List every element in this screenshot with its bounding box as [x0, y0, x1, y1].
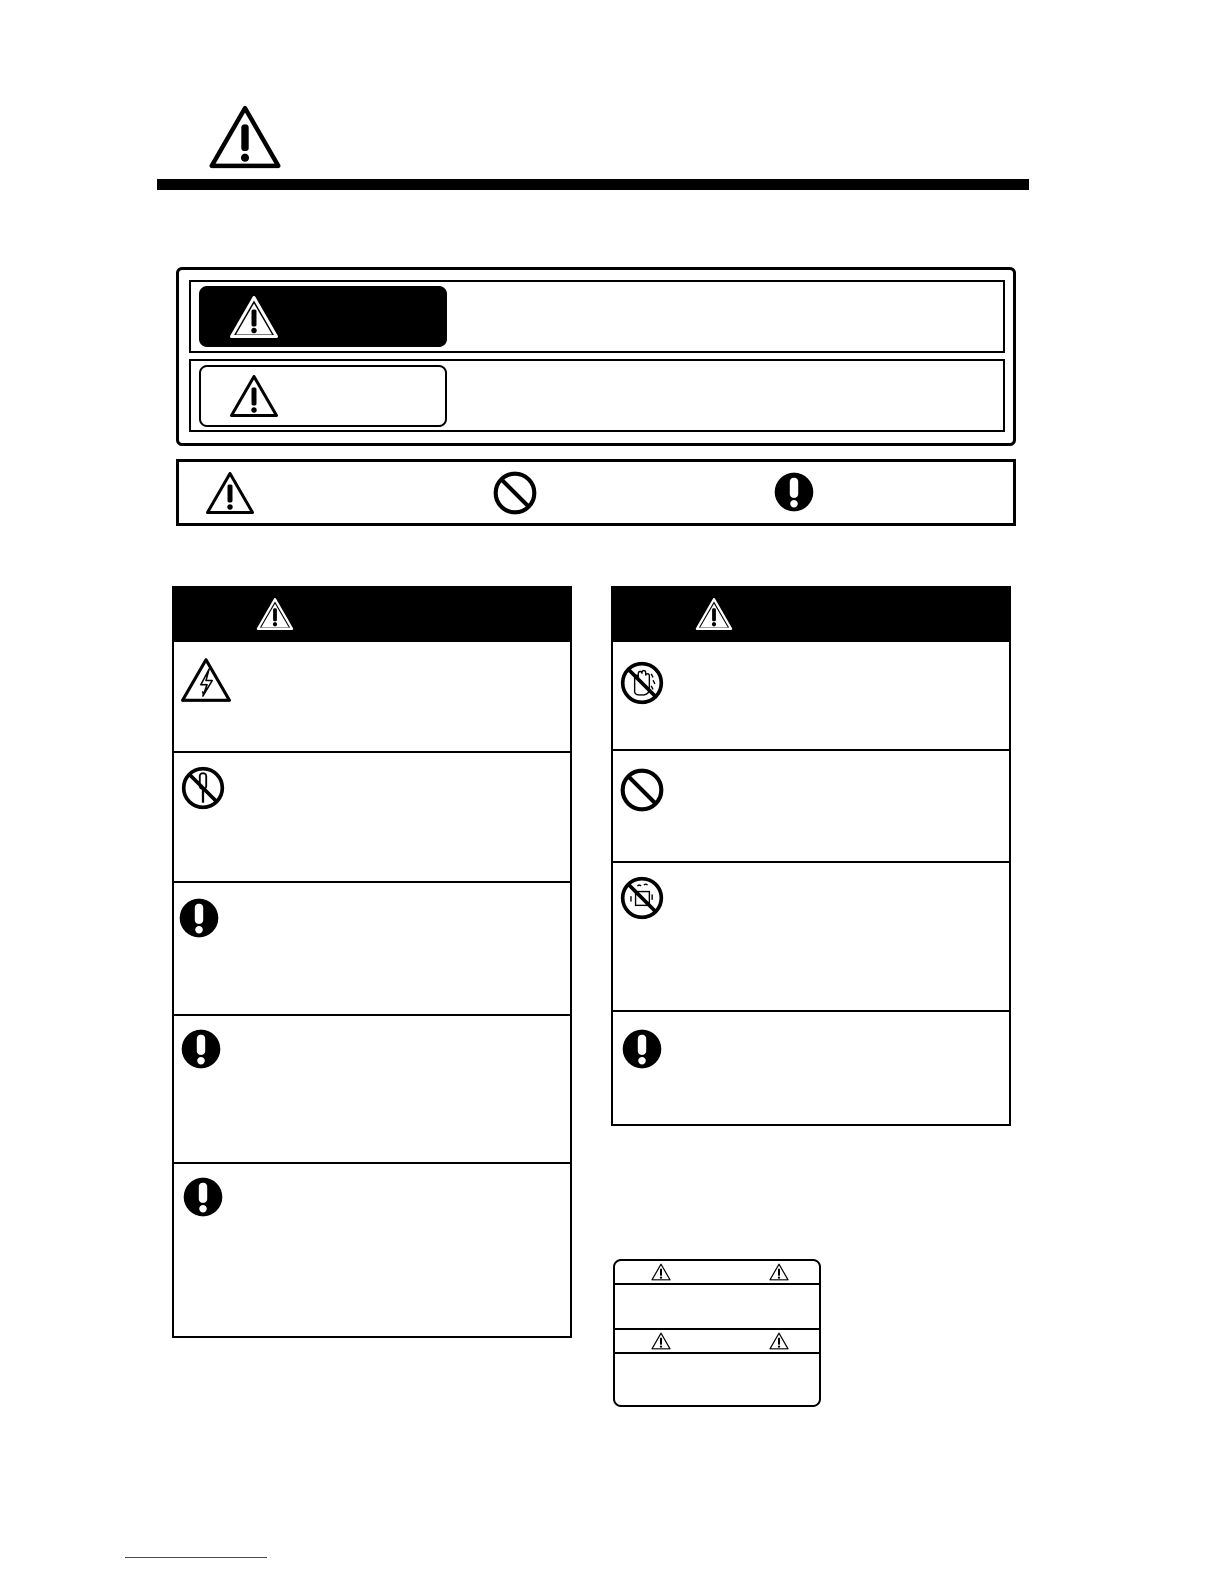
electric-shock-icon: [180, 656, 232, 704]
warning-triangle-icon: [769, 1332, 789, 1350]
warning-triangle-icon: [229, 294, 279, 340]
equipment-warning-label: [613, 1259, 821, 1407]
caution-triangle-icon: [205, 470, 255, 516]
prohibition-circle-icon: [619, 767, 665, 813]
no-disassembly-icon: [180, 765, 226, 811]
caution-item-2: [613, 749, 1009, 861]
header-rule: [157, 179, 1029, 190]
warning-item-4: [174, 1014, 570, 1162]
warning-triangle-icon: [229, 373, 279, 419]
warning-item-2: [174, 751, 570, 881]
warning-definition-row: [189, 280, 1005, 353]
warning-signal-label: [199, 286, 447, 347]
warning-triangle-icon: [256, 596, 294, 632]
warning-column-header: [174, 586, 570, 642]
footer-link-underline[interactable]: [125, 1557, 267, 1558]
caution-item-4: [613, 1010, 1009, 1124]
header-warning-triangle-icon: [208, 103, 282, 171]
warning-item-1: [174, 642, 570, 751]
mandatory-action-icon: [182, 1176, 224, 1218]
no-water-contact-icon: [619, 875, 665, 921]
caution-column: [611, 586, 1011, 1126]
caution-column-header: [613, 586, 1009, 642]
warning-triangle-icon: [651, 1332, 671, 1350]
warning-item-5: [174, 1162, 570, 1336]
no-wet-hands-icon: [619, 660, 665, 706]
label-strip-top: [615, 1261, 819, 1285]
caution-item-1: [613, 642, 1009, 749]
label-strip-bottom: [615, 1328, 819, 1354]
warning-triangle-icon: [769, 1263, 789, 1281]
caution-item-3: [613, 861, 1009, 1010]
symbol-legend: [176, 459, 1016, 526]
caution-signal-label: [199, 365, 447, 427]
mandatory-action-icon: [178, 897, 220, 939]
mandatory-action-icon: [180, 1028, 222, 1070]
mandatory-action-icon: [773, 471, 815, 513]
mandatory-action-icon: [621, 1028, 663, 1070]
warning-column: [172, 586, 572, 1338]
signal-word-definitions: [176, 267, 1016, 446]
warning-triangle-icon: [695, 596, 733, 632]
prohibition-circle-icon: [492, 470, 538, 516]
warning-item-3: [174, 881, 570, 1014]
caution-definition-row: [189, 359, 1005, 432]
warning-triangle-icon: [651, 1263, 671, 1281]
